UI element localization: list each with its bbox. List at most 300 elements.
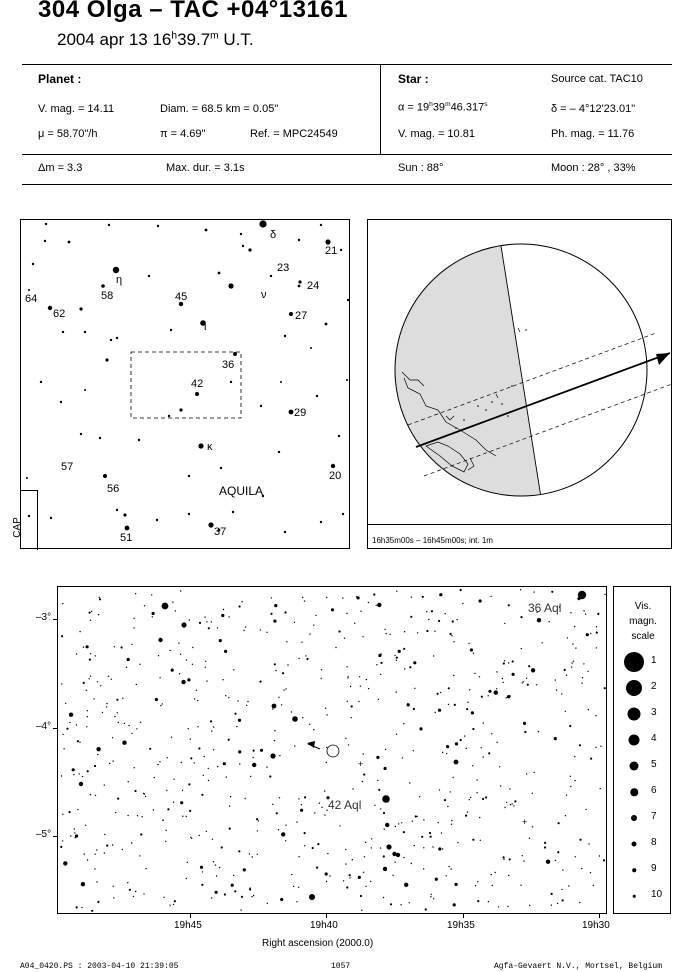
finder-star xyxy=(108,224,110,226)
finder-star-label: 51 xyxy=(120,532,133,544)
chart-star xyxy=(86,645,89,648)
chart-star xyxy=(524,731,526,733)
chart-star xyxy=(188,783,190,785)
chart-star xyxy=(166,790,167,791)
chart-star xyxy=(503,856,505,858)
chart-star xyxy=(238,750,241,753)
chart-star xyxy=(528,665,530,667)
chart-star xyxy=(122,849,123,850)
chart-star xyxy=(503,859,504,860)
scale-item xyxy=(614,831,672,857)
chart-star xyxy=(190,757,192,759)
chart-star xyxy=(347,701,348,702)
chart-star xyxy=(345,849,346,850)
chart-star xyxy=(413,708,415,710)
chart-star xyxy=(91,910,93,912)
scale-dot xyxy=(632,842,637,847)
chart-star xyxy=(237,700,238,701)
finder-star xyxy=(138,439,140,441)
chart-star xyxy=(273,620,276,623)
chart-star xyxy=(253,757,254,758)
chart-star xyxy=(266,766,267,767)
finder-star-label: 37 xyxy=(214,526,227,538)
chart-star xyxy=(593,885,594,886)
finder-star xyxy=(62,331,64,333)
chart-star xyxy=(99,598,101,600)
chart-star xyxy=(395,826,396,827)
chart-star xyxy=(249,853,250,854)
chart-star xyxy=(62,840,63,841)
chart-star xyxy=(159,677,160,678)
chart-star xyxy=(555,860,556,861)
chart-star xyxy=(194,698,195,699)
chart-star xyxy=(426,611,427,612)
chart-star xyxy=(319,803,320,804)
chart-star xyxy=(446,745,449,748)
chart-star xyxy=(121,646,123,648)
chart-star xyxy=(205,667,206,668)
chart-star xyxy=(270,613,272,615)
chart-star xyxy=(62,814,63,815)
chart-star xyxy=(95,655,96,656)
chart-star xyxy=(213,861,214,862)
chart-star xyxy=(425,908,427,910)
chart-star xyxy=(230,796,231,797)
chart-star xyxy=(272,804,273,805)
chart-star xyxy=(384,629,385,630)
chart-star xyxy=(62,734,63,735)
chart-star xyxy=(398,823,399,824)
chart-star xyxy=(573,661,574,662)
chart-star xyxy=(113,886,114,887)
chart-star xyxy=(192,647,193,648)
chart-star xyxy=(70,835,71,836)
chart-star xyxy=(81,907,82,908)
chart-star xyxy=(271,597,272,598)
chart-star xyxy=(291,711,292,712)
footer-number: 1057 xyxy=(331,962,351,971)
finder-star xyxy=(228,283,233,288)
chart-star xyxy=(208,768,209,769)
chart-star xyxy=(206,831,207,832)
chart-star xyxy=(301,804,302,805)
chart-star xyxy=(442,848,443,849)
chart-star xyxy=(221,614,224,617)
chart-star xyxy=(412,821,413,822)
chart-star xyxy=(239,763,240,764)
finder-star xyxy=(218,272,221,275)
chart-star xyxy=(313,729,314,730)
chart-star xyxy=(395,862,396,863)
chart-star xyxy=(364,856,365,857)
chart-star xyxy=(344,638,345,639)
chart-star xyxy=(508,875,509,876)
chart-bright-star xyxy=(454,760,459,765)
chart-star xyxy=(139,664,140,665)
chart-star xyxy=(315,615,316,616)
chart-star xyxy=(544,842,546,844)
chart-star xyxy=(409,666,411,668)
finder-star xyxy=(188,475,190,477)
chart-star xyxy=(69,722,70,723)
finder-star xyxy=(259,220,266,227)
chart-star xyxy=(351,717,352,718)
chart-star xyxy=(365,886,366,887)
chart-star xyxy=(127,815,128,816)
chart-star xyxy=(440,692,441,693)
chart-star xyxy=(396,591,397,592)
finder-star xyxy=(198,443,203,448)
chart-star xyxy=(451,824,452,825)
chart-star xyxy=(136,684,137,685)
chart-star xyxy=(360,895,362,897)
chart-star xyxy=(504,623,505,624)
chart-star xyxy=(186,659,187,660)
chart-star xyxy=(385,823,389,827)
chart-cross-marker-2: + xyxy=(522,817,528,827)
dec-tick-3: –3° xyxy=(36,612,52,623)
chart-star xyxy=(472,839,474,841)
chart-star xyxy=(579,902,580,903)
chart-star xyxy=(131,644,132,645)
chart-star xyxy=(94,765,96,767)
scale-dot xyxy=(630,788,638,796)
chart-star xyxy=(472,765,473,766)
chart-star xyxy=(508,662,509,663)
finder-star xyxy=(233,352,237,356)
chart-star xyxy=(398,650,401,653)
chart-star xyxy=(470,797,471,798)
chart-star xyxy=(346,886,348,888)
footer-credit: Agfa-Gevaert N.V., Mortsel, Belgium xyxy=(494,962,663,971)
chart-star xyxy=(63,861,67,865)
header-rule-bottom xyxy=(22,184,672,185)
chart-star xyxy=(187,678,190,681)
chart-star xyxy=(477,900,479,902)
ra-tickmark-35 xyxy=(463,914,464,918)
chart-star xyxy=(325,872,328,875)
chart-star xyxy=(100,685,101,686)
chart-star xyxy=(87,770,89,772)
chart-star xyxy=(581,868,582,869)
chart-star xyxy=(544,846,546,848)
chart-star xyxy=(190,739,191,740)
constellation-cap-label: CAP xyxy=(11,517,23,538)
finder-star xyxy=(208,522,213,527)
chart-star xyxy=(309,633,310,634)
scale-number: 7 xyxy=(651,811,657,822)
chart-star xyxy=(529,838,530,839)
chart-star xyxy=(167,757,168,758)
chart-star xyxy=(219,867,220,868)
chart-star xyxy=(89,678,90,679)
chart-star xyxy=(114,716,115,717)
chart-star xyxy=(252,763,256,767)
finder-star xyxy=(280,381,282,383)
chart-star xyxy=(133,618,134,619)
chart-star xyxy=(537,618,541,622)
chart-star xyxy=(90,676,91,677)
chart-star xyxy=(61,775,62,776)
chart-star xyxy=(551,893,553,895)
chart-star xyxy=(61,683,62,684)
chart-star xyxy=(556,689,557,690)
chart-star xyxy=(360,686,361,687)
chart-star xyxy=(433,655,434,656)
chart-star xyxy=(186,878,187,879)
chart-star xyxy=(383,897,384,898)
finder-star xyxy=(310,347,312,349)
chart-star xyxy=(82,776,83,777)
chart-star xyxy=(448,704,449,705)
chart-star xyxy=(430,896,431,897)
chart-star xyxy=(446,753,447,754)
chart-star xyxy=(538,731,539,732)
chart-star xyxy=(507,695,510,698)
chart-star xyxy=(259,681,261,683)
chart-star xyxy=(522,855,523,856)
chart-star xyxy=(96,881,97,882)
chart-star xyxy=(435,878,438,881)
chart-star xyxy=(504,660,505,661)
chart-star xyxy=(279,755,280,756)
chart-star xyxy=(293,886,294,887)
finder-star xyxy=(298,239,300,241)
chart-star xyxy=(62,603,63,604)
finder-star xyxy=(270,275,272,277)
chart-star xyxy=(349,877,350,878)
chart-star xyxy=(302,597,303,598)
chart-star xyxy=(362,781,363,782)
chart-star xyxy=(508,604,510,606)
chart-star xyxy=(228,616,229,617)
chart-star xyxy=(280,898,283,901)
chart-star xyxy=(346,666,347,667)
scale-item xyxy=(614,727,672,753)
chart-star xyxy=(532,793,533,794)
chart-star xyxy=(466,708,468,710)
chart-star xyxy=(465,815,467,817)
chart-star xyxy=(380,808,381,809)
scale-number: 3 xyxy=(651,707,657,718)
chart-star xyxy=(523,722,526,725)
chart-star xyxy=(488,901,489,902)
chart-star xyxy=(392,875,393,876)
chart-star xyxy=(504,807,505,808)
chart-star xyxy=(117,798,119,800)
chart-star xyxy=(551,591,553,593)
chart-star xyxy=(600,746,601,747)
chart-star xyxy=(83,646,84,647)
scale-item xyxy=(614,675,672,701)
chart-star xyxy=(97,681,98,682)
chart-star xyxy=(396,734,397,735)
chart-star xyxy=(339,825,340,826)
chart-star xyxy=(327,853,328,854)
chart-star xyxy=(565,711,566,712)
star-chart-svg xyxy=(58,587,608,915)
finder-star xyxy=(110,339,112,341)
chart-star xyxy=(205,661,206,662)
chart-star xyxy=(413,750,414,751)
chart-star xyxy=(117,712,118,713)
chart-star xyxy=(415,815,417,817)
chart-star xyxy=(588,709,589,710)
chart-star xyxy=(72,768,75,771)
chart-star xyxy=(219,639,222,642)
chart-star xyxy=(557,851,559,853)
chart-star xyxy=(186,816,187,817)
ra-tickmark-40 xyxy=(326,914,327,918)
chart-star xyxy=(304,796,306,798)
chart-star xyxy=(326,714,327,715)
chart-star xyxy=(69,811,71,813)
chart-star xyxy=(127,882,128,883)
chart-bright-star xyxy=(386,844,391,849)
chart-star xyxy=(455,883,458,886)
scale-number: 8 xyxy=(651,837,657,848)
chart-star xyxy=(390,903,392,905)
chart-star xyxy=(373,593,375,595)
chart-star xyxy=(596,626,597,627)
chart-star xyxy=(112,737,113,738)
chart-star xyxy=(575,856,576,857)
chart-star xyxy=(228,739,230,741)
chart-star xyxy=(335,647,336,648)
chart-star xyxy=(400,904,401,905)
chart-star xyxy=(358,701,359,702)
chart-star xyxy=(202,871,203,872)
star-chart xyxy=(57,586,607,914)
chart-star xyxy=(567,637,568,638)
finder-star xyxy=(232,511,234,513)
chart-star xyxy=(284,611,286,613)
chart-star xyxy=(365,842,366,843)
chart-star xyxy=(144,605,145,606)
chart-star xyxy=(257,854,258,855)
chart-star xyxy=(326,747,327,748)
finder-star xyxy=(316,395,318,397)
chart-star xyxy=(212,839,213,840)
chart-star xyxy=(251,896,252,897)
chart-star xyxy=(404,631,405,632)
chart-star xyxy=(66,728,68,730)
chart-star xyxy=(246,705,247,706)
chart-star xyxy=(217,627,218,628)
chart-star xyxy=(122,741,126,745)
chart-star xyxy=(245,798,246,799)
chart-star xyxy=(595,747,596,748)
chart-star xyxy=(586,633,589,636)
chart-star xyxy=(430,836,432,838)
chart-star xyxy=(597,613,599,615)
chart-star xyxy=(252,856,253,857)
chart-star xyxy=(182,816,183,817)
chart-star xyxy=(194,762,195,763)
finder-star xyxy=(340,249,342,251)
chart-star xyxy=(485,796,487,798)
footer-file: A04_0420.PS : 2003-04-10 21:39:05 xyxy=(20,962,179,971)
chart-star xyxy=(536,684,537,685)
star-vmag: V. mag. = 10.81 xyxy=(398,128,475,140)
chart-star xyxy=(376,664,377,665)
chart-star xyxy=(112,844,113,845)
scale-dot xyxy=(629,735,640,746)
planet-vmag: V. mag. = 14.11 xyxy=(38,103,115,115)
chart-star xyxy=(247,701,248,702)
chart-star xyxy=(331,608,334,611)
chart-star xyxy=(435,712,436,713)
scale-dot xyxy=(630,762,639,771)
ra-tick-30: 19h30 xyxy=(582,920,610,931)
chart-star xyxy=(354,623,355,624)
scale-dot xyxy=(632,868,636,872)
dec-tickmark-3 xyxy=(53,619,57,620)
chart-star xyxy=(90,653,91,654)
chart-star xyxy=(77,809,78,810)
chart-star xyxy=(403,857,404,858)
globe-time-caption: 16h35m00s – 16h45m00s; int. 1m xyxy=(372,536,493,545)
chart-star xyxy=(329,875,330,876)
chart-star xyxy=(380,662,382,664)
chart-star xyxy=(494,690,498,694)
chart-star xyxy=(384,767,387,770)
scale-item xyxy=(614,649,672,675)
chart-star xyxy=(140,722,141,723)
finder-star xyxy=(284,531,286,533)
chart-star xyxy=(590,633,591,634)
chart-star xyxy=(377,780,378,781)
chart-star xyxy=(503,662,505,664)
chart-star xyxy=(483,722,484,723)
globe-panel xyxy=(367,219,672,549)
planet-heading: Planet : xyxy=(38,72,82,86)
chart-star xyxy=(296,901,297,902)
chart-star xyxy=(464,735,465,736)
finder-star xyxy=(205,229,208,232)
chart-star xyxy=(514,800,516,802)
ra-tick-35: 19h35 xyxy=(447,920,475,931)
chart-star xyxy=(285,825,286,826)
chart-star xyxy=(211,621,212,622)
finder-star xyxy=(220,467,222,469)
chart-star xyxy=(600,788,601,789)
finder-star xyxy=(99,437,101,439)
chart-star xyxy=(241,601,242,602)
chart-star xyxy=(575,647,576,648)
finder-star xyxy=(338,435,340,437)
star-heading: Star : xyxy=(398,72,429,86)
scale-number: 2 xyxy=(651,681,657,692)
chart-star xyxy=(326,597,327,598)
chart-star xyxy=(396,657,398,659)
chart-star xyxy=(419,727,422,730)
chart-star xyxy=(479,599,482,602)
chart-star xyxy=(453,641,454,642)
chart-star xyxy=(224,650,227,653)
finder-star-label: 42 xyxy=(191,378,204,390)
chart-star xyxy=(561,693,562,694)
chart-star xyxy=(223,609,224,610)
chart-star xyxy=(585,809,586,810)
chart-star xyxy=(439,789,440,790)
chart-star xyxy=(240,909,241,910)
chart-star xyxy=(579,839,581,841)
finder-star-label: 62 xyxy=(53,308,66,320)
chart-star xyxy=(84,853,85,854)
source-catalog: Source cat. TAC10 xyxy=(551,73,643,85)
chart-star xyxy=(79,773,80,774)
